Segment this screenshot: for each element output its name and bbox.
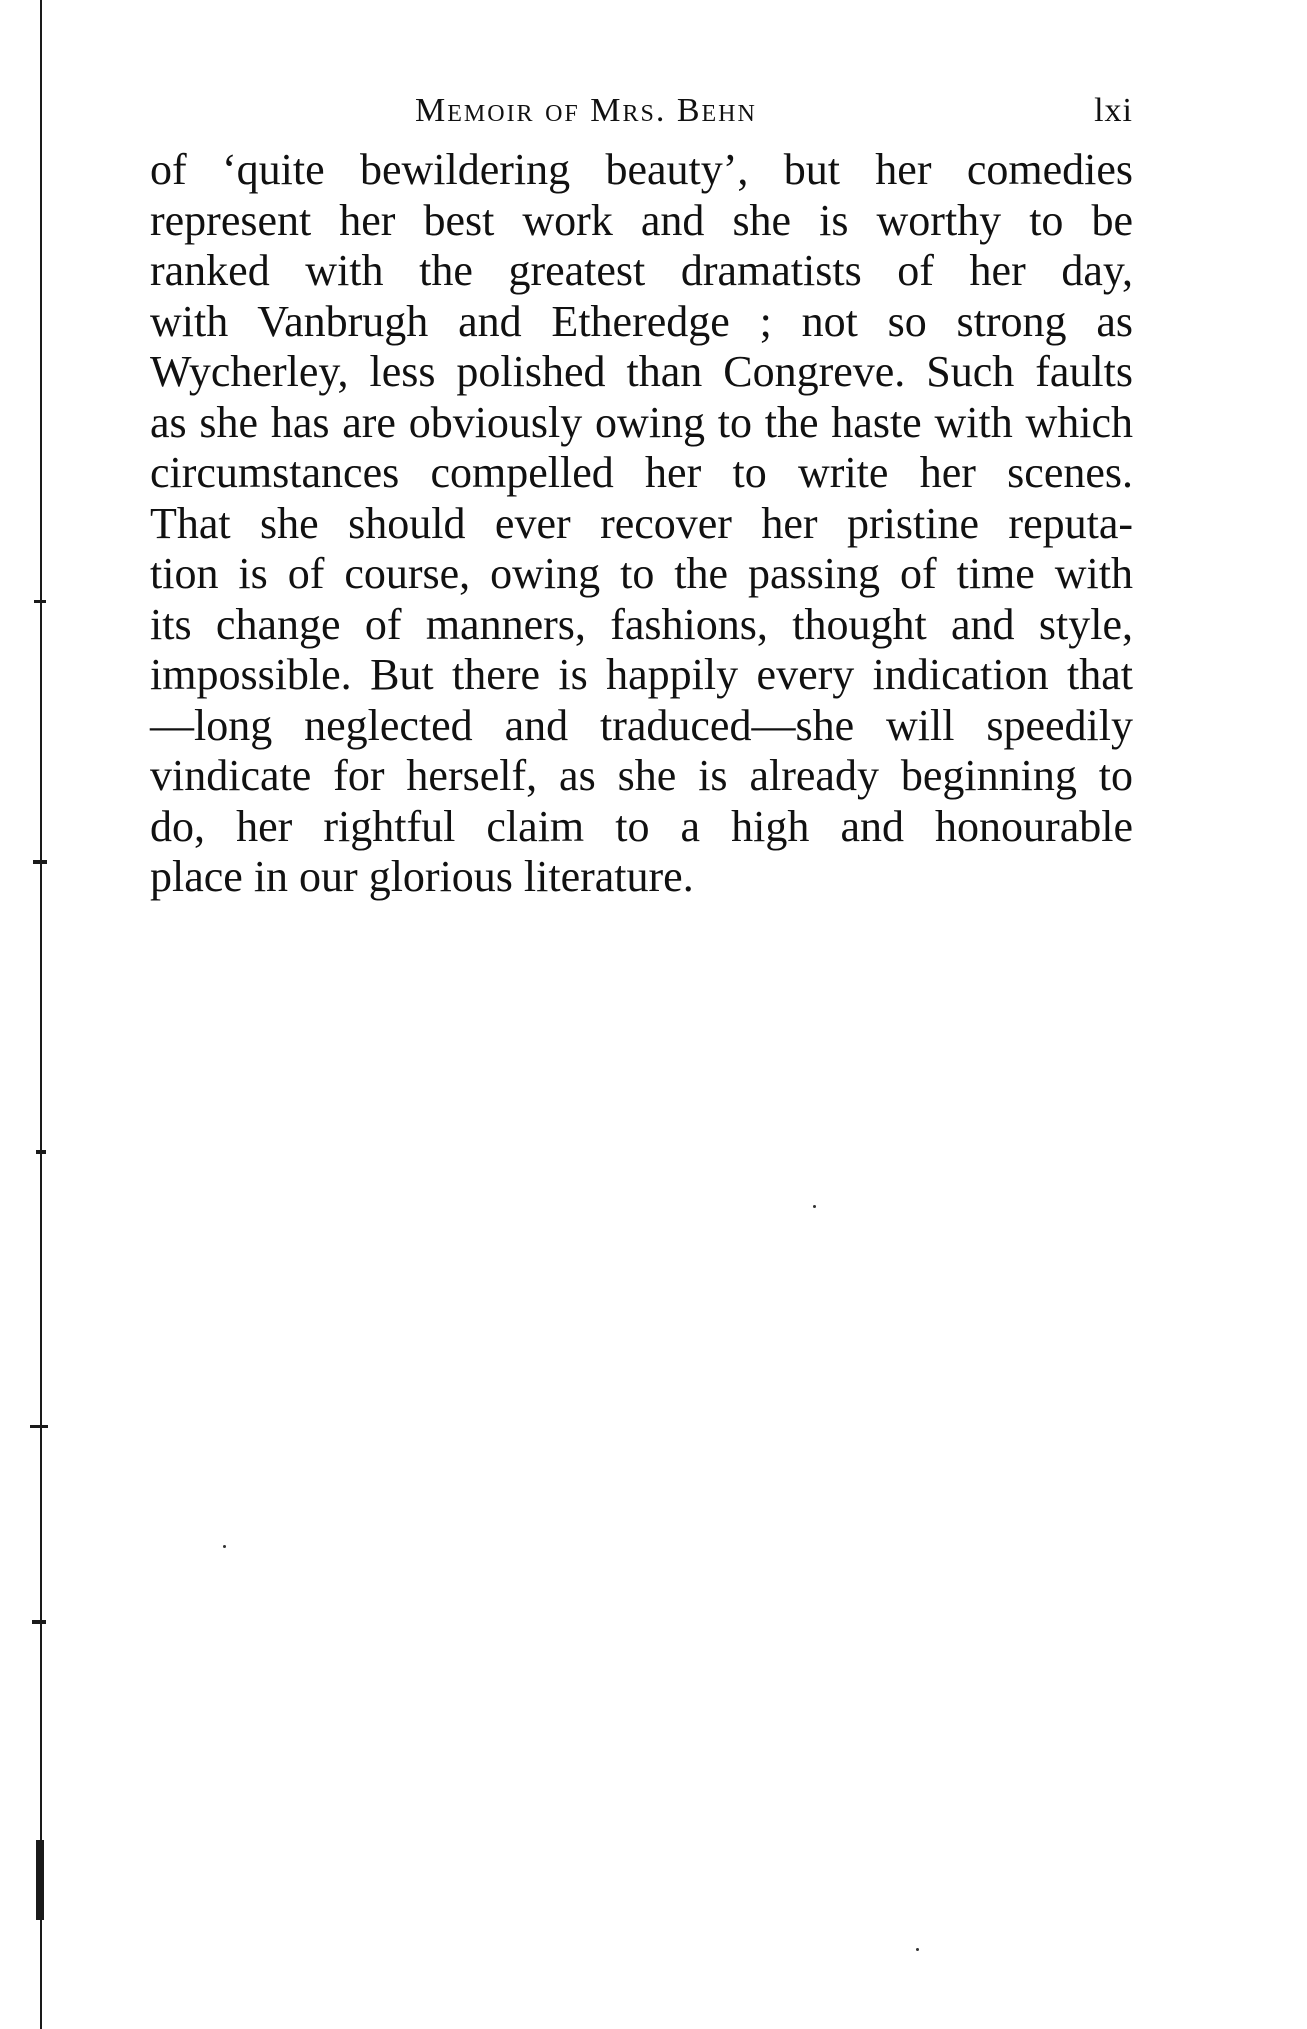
binding-mark: [36, 1840, 44, 1920]
text-line: That she should ever recover her pristine reputa-: [150, 498, 1133, 548]
text-line: ranked with the greatest dramatists of her day,: [150, 246, 1133, 295]
binding-mark: [36, 1150, 46, 1154]
text-line: represent her best work and she is worthy to be: [150, 195, 1133, 245]
text-line: vindicate for herself, as she is already beginning to: [150, 751, 1133, 800]
text-line: Wycherley, less polished than Congreve. Such faults: [150, 347, 1133, 396]
binding-edge-line: [40, 0, 42, 2029]
binding-mark: [33, 860, 47, 864]
text-line: circumstances compelled her to write her scenes.: [150, 448, 1133, 497]
text-line: tion is of course, owing to the passing of time with: [150, 549, 1133, 598]
paper-speck: [916, 1948, 919, 1951]
binding-mark: [34, 600, 46, 603]
paper-speck: [813, 1205, 816, 1208]
page-number: lxi: [1094, 92, 1133, 129]
binding-mark: [30, 1425, 48, 1428]
text-line: of ‘quite bewildering beauty’, but her comedies: [150, 145, 1133, 194]
text-line: place in our glorious literature.: [150, 852, 694, 901]
text-line: as she has are obviously owing to the haste with which: [150, 397, 1133, 447]
text-line: impossible. But there is happily every indication that: [150, 650, 1133, 699]
text-line: its change of manners, fashions, thought and style,: [150, 599, 1133, 649]
text-line: —long neglected and traduced—she will speedily: [150, 700, 1133, 750]
running-head: [150, 92, 1133, 132]
binding-mark: [32, 1620, 46, 1624]
paper-speck: [223, 1545, 226, 1548]
text-line: with Vanbrugh and Etheredge ; not so strong as: [150, 296, 1133, 346]
text-line: do, her rightful claim to a high and honourable: [150, 801, 1133, 851]
body-paragraph: [150, 145, 1133, 903]
running-title: Memoir of Mrs. Behn: [415, 92, 757, 129]
